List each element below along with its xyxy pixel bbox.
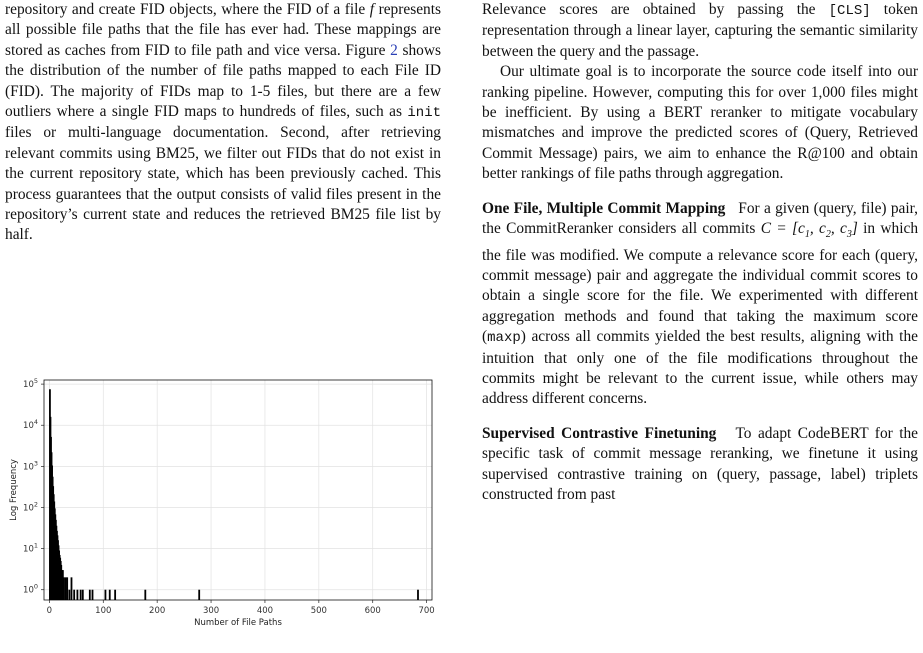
right-column [482,0,918,505]
histogram-bar [73,590,75,600]
histogram-bar [82,590,84,600]
histogram-bar [65,577,67,600]
x-tick-label: 500 [310,606,327,616]
y-tick-label: $10^0$ [23,582,38,596]
histogram-bar [109,590,111,600]
left-paragraph-1: repository and create FID objects, where the FID of a file f represents all possible file paths that the file has ever had. These mappings are stored as caches from FID to file path and vice versa. Figure 2 shows the distribution of the number of file paths mapped to each File ID (FID). The majority of FIDs map to 1-5 files, but there are a few outliers where a single FID maps to hundreds of files, such as init files or multi-language documentation. Second, after retrieving relevant commits using BM25, we filter out FIDs that do not exist in the current repository state, which has been previously cached. This process guarantees that the output consists of valid files present in the repository’s current state and reduces the retrieved BM25 file list by half. [5,1,441,244]
histogram-bar [114,590,116,600]
figure-reference-link[interactable]: 2 [390,41,398,59]
x-tick-label: 0 [46,606,53,616]
histogram-bar [92,590,94,600]
x-axis-label: Number of File Paths [194,618,282,628]
x-tick-label: 700 [418,606,435,616]
histogram-bar [71,577,73,600]
histogram-bar [198,590,200,600]
x-tick-label: 400 [256,606,274,616]
right-paragraph-2: Our ultimate goal is to incorporate the source code itself into our ranking pipeline. However, computing this for over 1,000 files might be inefficient. By using a BERT reranker to mitigate vocabulary mismatches and improve the predicted scores of (Query, Retrieved Commit Message) pairs, we aim to enhance the R@100 and obtain better rankings of file paths through aggregation. [482,63,918,183]
x-axis-ticks [47,600,435,616]
y-tick-label: $10^2$ [23,500,38,514]
section-heading-mapping: One File, Multiple Commit Mapping [482,199,726,217]
x-tick-label: 200 [149,606,166,616]
histogram-bar [417,590,419,600]
x-tick-label: 100 [95,606,112,616]
y-axis-label: Log Frequency [9,459,19,521]
left-column [5,0,441,246]
histogram-bar [63,577,65,600]
histogram-bar [80,590,82,600]
section-heading-finetuning: Supervised Contrastive Finetuning [482,424,717,442]
right-paragraph-3: One File, Multiple Commit Mapping For a given (query, file) pair, the CommitReranker considers all commits $C = [c_1$, $c_2$, $c_3$] in which the file was modified. We compute a relevance score for each (query, commit message) pair and aggregate the individual commit scores to obtain a single score for the file. We experimented with different aggregation methods and found that taking the maximum score (maxp) across all commits yielded the best results, aligning with the intuition that only one of the file modifications throughout the commits might be relevant to the current issue, while others may address different concerns. [482,199,919,408]
chart-grid [44,380,432,600]
y-tick-label: $10^3$ [23,459,38,473]
plot-frame [44,380,432,600]
histogram-bar [144,590,146,600]
histogram-bars [49,389,419,600]
y-tick-label: $10^1$ [23,541,38,555]
right-paragraph-1: Relevance scores are obtained by passing the [CLS] token representation through a linear layer, capturing the semantic similarity between the query and the passage. [482,1,918,60]
y-tick-label: $10^5$ [23,377,38,391]
histogram-bar [77,590,79,600]
x-tick-label: 600 [364,606,381,616]
file-paths-histogram [0,365,445,650]
right-paragraph-4: Supervised Contrastive Finetuning To adapt CodeBERT for the specific task of commit message reranking, we finetune it using supervised contrastive training on (query, passage, label) triplets constructed from past [482,424,919,504]
histogram-bar [66,577,68,600]
histogram-bar [105,590,107,600]
histogram-bar [68,590,70,600]
y-axis-ticks [23,377,44,596]
y-tick-label: $10^4$ [23,418,38,432]
histogram-bar [89,590,91,600]
x-tick-label: 300 [202,606,220,616]
